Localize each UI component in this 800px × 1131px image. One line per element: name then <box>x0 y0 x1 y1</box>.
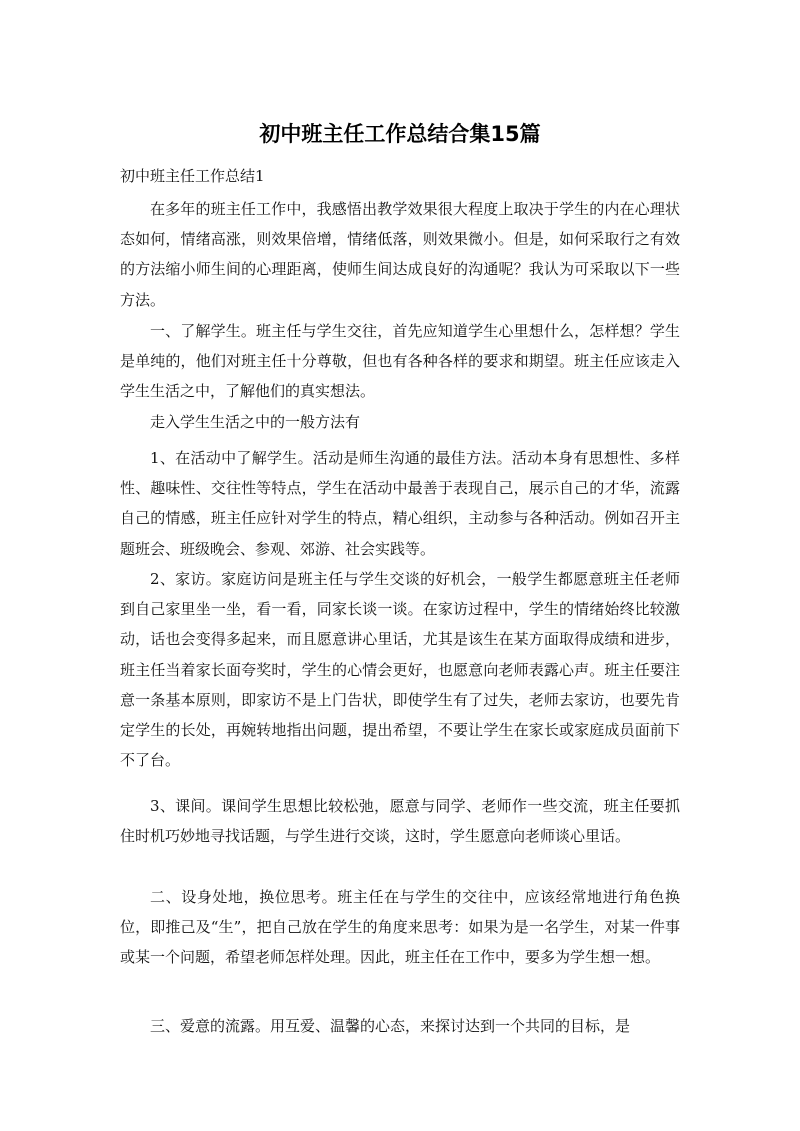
paragraph-empathy: 二、设身处地，换位思考。班主任在与学生的交往中，应该经常地进行角色换位，即推己及“生”，把自己放在学生的角度来思考：如果为是一名学生，对某一件事或某一个问题，希望老师怎样处理。因此，班主任在工作中，要多为学生想一想。 <box>120 888 680 967</box>
paragraph-understand-students: 一、了解学生。班主任与学生交往，首先应知道学生心里想什么，怎样想？学生是单纯的，他们对班主任十分尊敬，但也有各种各样的要求和期望。班主任应该走入学生生活之中，了解他们的真实想法。 <box>120 322 680 401</box>
paragraph-methods-heading: 走入学生生活之中的一般方法有 <box>150 413 361 431</box>
paragraph-affection: 三、爱意的流露。用互爱、温馨的心态，来探讨达到一个共同的目标，是 <box>150 1017 631 1035</box>
paragraph-recess: 3、课间。课间学生思想比较松弛，愿意与同学、老师作一些交流，班主任要抓住时机巧妙地寻找话题，与学生进行交谈，这时，学生愿意向老师谈心里话。 <box>120 797 680 846</box>
section-heading: 初中班主任工作总结1 <box>120 167 265 185</box>
paragraph-home-visit: 2、家访。家庭访问是班主任与学生交谈的好机会，一般学生都愿意班主任老师到自己家里坐一坐，看一看，同家长谈一谈。在家访过程中，学生的情绪始终比较激动，话也会变得多起来，而且愿意讲心里话，尤其是该生在某方面取得成绩和进步，班主任当着家长面夸奖时，学生的心情会更好，也愿意向老师表露心声。班主任要注意一条基本原则，即家访不是上门告状，即使学生有了过失，老师去家访，也要先肯定学生的长处，再婉转地指出问题，提出希望，不要让学生在家长或家庭成员面前下不了台。 <box>120 570 680 770</box>
document-title: 初中班主任工作总结合集15篇 <box>259 122 541 146</box>
paragraph-activities: 1、在活动中了解学生。活动是师生沟通的最佳方法。活动本身有思想性、多样性、趣味性、交往性等特点，学生在活动中最善于表现自己，展示自己的才华，流露自己的情感，班主任应针对学生的特点，精心组织，主动参与各种活动。例如召开主题班会、班级晚会、参观、郊游、社会实践等。 <box>120 449 680 558</box>
paragraph-intro: 在多年的班主任工作中，我感悟出教学效果很大程度上取决于学生的内在心理状态如何，情绪高涨，则效果倍增，情绪低落，则效果微小。但是，如何采取行之有效的方法缩小师生间的心理距离，使师生间达成良好的沟通呢？我认为可采取以下一些方法。 <box>120 200 680 309</box>
